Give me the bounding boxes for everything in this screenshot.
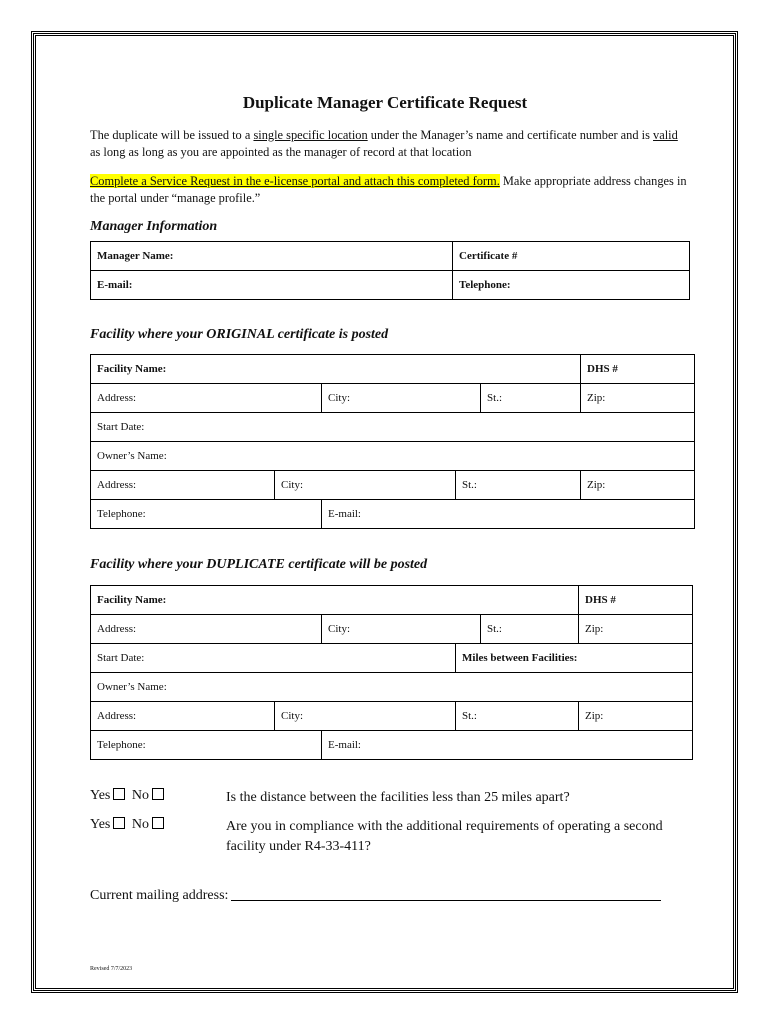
duplicate-owner-city-field[interactable]: City: <box>275 702 456 731</box>
manager-telephone-field[interactable]: Telephone: <box>453 271 690 300</box>
original-telephone-field[interactable]: Telephone: <box>91 500 322 529</box>
table-row <box>91 242 690 271</box>
instruction-rest: Make appropriate address changes in the portal under “manage profile.” <box>90 174 687 205</box>
no-checkbox[interactable] <box>152 817 164 829</box>
yes-label: Yes <box>90 817 111 832</box>
original-address-field[interactable]: Address: <box>91 384 322 413</box>
original-owner-name-field[interactable]: Owner’s Name: <box>91 442 695 471</box>
question-compliance <box>90 817 690 859</box>
original-facility-name-field[interactable]: Facility Name: <box>91 355 481 384</box>
duplicate-owner-name-field[interactable]: Owner’s Name: <box>91 673 693 702</box>
original-city-field[interactable]: City: <box>322 384 481 413</box>
table-row <box>91 673 693 702</box>
duplicate-facility-name-field[interactable]: Facility Name: <box>91 586 579 615</box>
mailing-address-label: Current mailing address: <box>90 888 229 903</box>
duplicate-telephone-field[interactable]: Telephone: <box>91 731 322 760</box>
table-row <box>91 271 690 300</box>
no-label: No <box>131 817 149 832</box>
duplicate-email-field[interactable]: E-mail: <box>322 731 693 760</box>
table-row <box>91 615 693 644</box>
table-row <box>91 702 693 731</box>
question-text: Is the distance between the facilities less than 25 miles apart? <box>226 790 570 805</box>
table-row <box>91 644 693 673</box>
yes-label: Yes <box>90 788 111 803</box>
original-email-field[interactable]: E-mail: <box>322 500 695 529</box>
manager-info-table <box>90 241 690 300</box>
duplicate-dhs-field[interactable]: DHS # <box>579 586 693 615</box>
question-distance <box>90 788 690 810</box>
intro-underline-location: single specific location <box>253 128 368 142</box>
duplicate-owner-address-field[interactable]: Address: <box>91 702 275 731</box>
yes-no-group <box>90 788 167 804</box>
duplicate-start-date-field[interactable]: Start Date: <box>91 644 456 673</box>
intro-underline-valid: valid <box>653 128 678 142</box>
page-title: Duplicate Manager Certificate Request <box>242 93 528 112</box>
table-row <box>91 500 695 529</box>
mailing-address-row <box>90 886 661 904</box>
no-checkbox[interactable] <box>152 788 164 800</box>
instructions-paragraph <box>90 173 690 207</box>
original-owner-zip-field[interactable]: Zip: <box>581 471 695 500</box>
intro-text-1: The duplicate will be issued to a <box>90 128 254 142</box>
original-facility-heading: Facility where your ORIGINAL certificate is posted <box>90 327 389 342</box>
mailing-address-field[interactable] <box>231 886 661 901</box>
original-spacer <box>481 355 581 384</box>
intro-text-3: as long as long as you are appointed as the manager of record at that location <box>90 145 472 159</box>
original-dhs-field[interactable]: DHS # <box>581 355 695 384</box>
certificate-number-field[interactable]: Certificate # <box>453 242 690 271</box>
duplicate-state-field[interactable]: St.: <box>481 615 579 644</box>
original-owner-city-field[interactable]: City: <box>275 471 456 500</box>
intro-paragraph <box>90 127 690 161</box>
revision-date: Revised 7/7/2023 <box>90 966 133 972</box>
table-row <box>91 384 695 413</box>
duplicate-zip-field[interactable]: Zip: <box>579 615 693 644</box>
original-owner-state-field[interactable]: St.: <box>456 471 581 500</box>
table-row <box>91 413 695 442</box>
yes-checkbox[interactable] <box>113 788 125 800</box>
duplicate-city-field[interactable]: City: <box>322 615 481 644</box>
original-zip-field[interactable]: Zip: <box>581 384 695 413</box>
original-facility-table <box>90 354 695 529</box>
highlighted-instruction: Complete a Service Request in the e-license portal and attach this completed form. <box>90 174 500 188</box>
table-row <box>91 731 693 760</box>
yes-no-group <box>90 817 167 833</box>
yes-checkbox[interactable] <box>113 817 125 829</box>
table-row <box>91 586 693 615</box>
manager-name-field[interactable]: Manager Name: <box>91 242 453 271</box>
miles-between-facilities-field[interactable]: Miles between Facilities: <box>456 644 693 673</box>
duplicate-facility-table <box>90 585 693 760</box>
no-label: No <box>131 788 149 803</box>
original-start-date-field[interactable]: Start Date: <box>91 413 695 442</box>
duplicate-owner-zip-field[interactable]: Zip: <box>579 702 693 731</box>
table-row <box>91 442 695 471</box>
duplicate-facility-heading: Facility where your DUPLICATE certificate will be posted <box>90 557 428 572</box>
manager-email-field[interactable]: E-mail: <box>91 271 453 300</box>
table-row <box>91 355 695 384</box>
question-text: Are you in compliance with the additional requirements of operating a second facility under R4-33-411? <box>226 819 663 854</box>
manager-info-heading: Manager Information <box>90 219 218 234</box>
table-row <box>91 471 695 500</box>
original-owner-address-field[interactable]: Address: <box>91 471 275 500</box>
duplicate-owner-state-field[interactable]: St.: <box>456 702 579 731</box>
duplicate-address-field[interactable]: Address: <box>91 615 322 644</box>
intro-text-2: under the Manager’s name and certificate number and is <box>367 128 654 142</box>
original-state-field[interactable]: St.: <box>481 384 581 413</box>
